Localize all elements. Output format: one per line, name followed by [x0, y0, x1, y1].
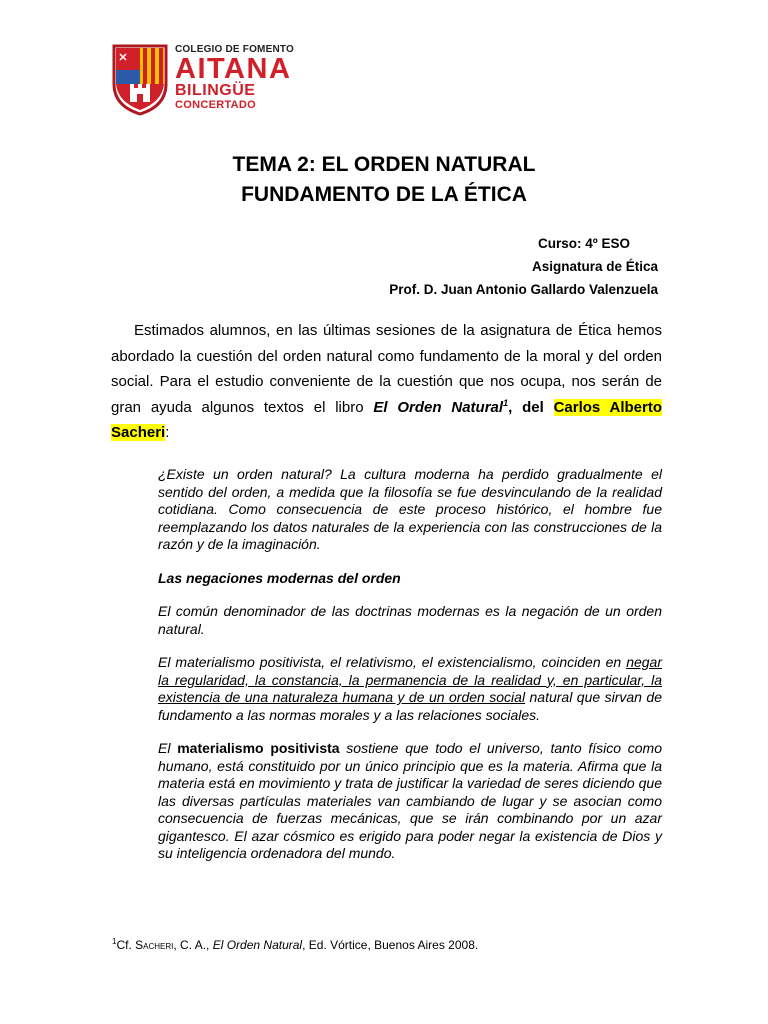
school-shield-icon — [112, 44, 168, 116]
logo-text — [175, 44, 294, 111]
quote-p3-end: natural que sirvan de fundamento a las normas morales y a las relaciones sociales. — [158, 689, 662, 723]
footnote-prefix: Cf. — [116, 938, 136, 952]
logo-line-colegio: COLEGIO DE FOMENTO — [175, 44, 294, 55]
course-metadata — [389, 232, 658, 301]
quote-paragraph-3 — [158, 654, 662, 724]
quote-p4-start: El — [158, 740, 178, 756]
logo-line-bilingue: BILINGÜE — [175, 82, 256, 99]
document-title — [0, 150, 768, 210]
footnote-mark: 1 — [112, 937, 117, 946]
quote-subheading: Las negaciones modernas del orden — [158, 569, 401, 586]
logo-line-concertado: CONCERTADO — [175, 99, 257, 111]
intro-colon: : — [165, 424, 170, 441]
quote-paragraph-1: ¿Existe un orden natural? La cultura moderna ha perdido gradualmente el sentido del orden, a medida que la filosofía se fue desvinculando de la realidad cotidiana. Como consecuencia de este proceso histórico, el hombre fue reemplazando los datos naturales de la experiencia con las construcciones de la razón y de la imaginación. — [158, 466, 662, 552]
title-line-2: FUNDAMENTO DE LA ÉTICA — [241, 183, 527, 206]
quote-p4-end: sostiene que todo el universo, tanto físico como humano, está constituido por un único principio que es la materia. Afirma que la materia está en movimiento y trata de justificar la variedad de seres diciendo que las diversas partículas materiales van cambiando de lugar y se asocian como consecuencia de fuerzas mecánicas, que se irán combinando por un azar gigantesco. El azar cósmico es erigido para poder negar la existencia de Dios y su inteligencia ordenadora del mundo. — [158, 740, 662, 861]
intro-author-highlight: Carlos Alberto Sacheri — [111, 398, 663, 441]
footnote-reference[interactable]: 1 — [503, 397, 509, 408]
school-logo — [112, 44, 312, 118]
intro-book-title: El Orden Natural — [373, 398, 504, 416]
intro-text: Estimados alumnos, en las últimas sesiones de la asignatura de Ética hemos abordado la cuestión del orden natural como fundamento de la moral y del orden social. Para el estudio conveniente de la cuestión que nos ocupa, nos serán de gran ayuda algunos textos el libro — [111, 322, 662, 416]
quoted-excerpt — [158, 466, 662, 879]
meta-asignatura: Asignatura de Ética — [531, 259, 658, 274]
footnote-book-title: El Orden Natural — [212, 938, 303, 952]
footnote-suffix: , Ed. Vórtice, Buenos Aires 2008. — [302, 938, 479, 952]
quote-paragraph-4 — [158, 740, 662, 863]
footnote-mid: , C. A., — [173, 938, 213, 952]
logo-line-aitana: AITANA — [175, 53, 292, 85]
quote-p4-bold-term: materialismo positivista — [177, 740, 340, 756]
intro-connector: , del — [508, 398, 554, 416]
title-line-1: TEMA 2: EL ORDEN NATURAL — [232, 153, 536, 176]
intro-paragraph — [111, 318, 662, 446]
meta-curso: Curso: 4º ESO — [538, 236, 630, 251]
footnote — [112, 938, 478, 952]
footnote-author: Sacheri — [135, 938, 174, 952]
quote-p3-underlined: negar la regularidad, la constancia, la permanencia de la realidad y, en particular, la existencia de una naturaleza humana y de un orden social — [158, 654, 662, 705]
quote-p3-start: El materialismo positivista, el relativismo, el existencialismo, coinciden en — [158, 654, 627, 670]
meta-professor: Prof. D. Juan Antonio Gallardo Valenzuela — [389, 282, 658, 297]
quote-paragraph-2: El común denominador de las doctrinas modernas es la negación de un orden natural. — [158, 603, 662, 637]
